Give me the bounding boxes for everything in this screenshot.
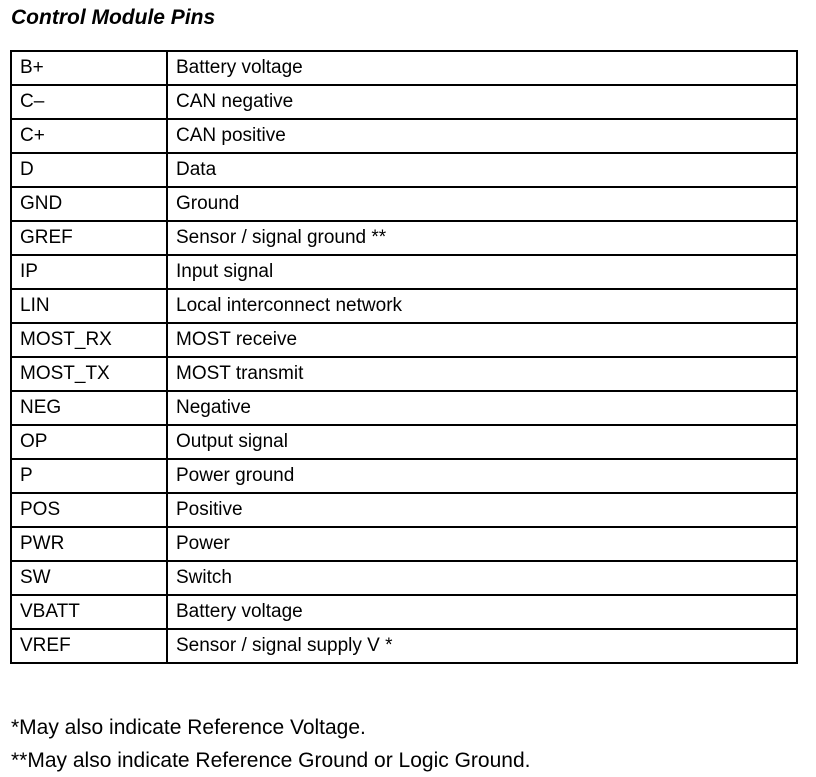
footnotes: [11, 711, 530, 777]
table-row: [11, 51, 797, 85]
pin-description: Switch: [167, 561, 797, 595]
pin-code: IP: [11, 255, 167, 289]
page-title: Control Module Pins: [11, 6, 216, 29]
pin-description: Battery voltage: [167, 51, 797, 85]
pin-code: MOST_RX: [11, 323, 167, 357]
table-row: [11, 289, 797, 323]
table-row: [11, 561, 797, 595]
table-row: [11, 85, 797, 119]
pin-code: GND: [11, 187, 167, 221]
pin-description: MOST receive: [167, 323, 797, 357]
pin-description: Sensor / signal ground **: [167, 221, 797, 255]
pin-description: Negative: [167, 391, 797, 425]
pin-description: Sensor / signal supply V *: [167, 629, 797, 663]
pin-code: C–: [11, 85, 167, 119]
pin-code: SW: [11, 561, 167, 595]
footnote-reference-voltage: *May also indicate Reference Voltage.: [11, 716, 366, 739]
pin-description: Input signal: [167, 255, 797, 289]
table-row: [11, 527, 797, 561]
table-row: [11, 153, 797, 187]
pin-description: CAN positive: [167, 119, 797, 153]
pin-description: CAN negative: [167, 85, 797, 119]
pin-table-body: [11, 51, 797, 663]
pin-description: Battery voltage: [167, 595, 797, 629]
pin-code: D: [11, 153, 167, 187]
pin-description: Power: [167, 527, 797, 561]
pin-table: [10, 50, 798, 664]
pin-code: MOST_TX: [11, 357, 167, 391]
pin-code: GREF: [11, 221, 167, 255]
pin-description: Local interconnect network: [167, 289, 797, 323]
pin-code: OP: [11, 425, 167, 459]
table-row: [11, 357, 797, 391]
table-row: [11, 493, 797, 527]
table-row: [11, 629, 797, 663]
pin-description: Data: [167, 153, 797, 187]
pin-description: Positive: [167, 493, 797, 527]
table-row: [11, 221, 797, 255]
pin-code: C+: [11, 119, 167, 153]
pin-code: PWR: [11, 527, 167, 561]
table-row: [11, 323, 797, 357]
table-row: [11, 425, 797, 459]
table-row: [11, 187, 797, 221]
pin-description: Ground: [167, 187, 797, 221]
pin-code: VBATT: [11, 595, 167, 629]
pin-code: NEG: [11, 391, 167, 425]
table-row: [11, 595, 797, 629]
pin-description: Output signal: [167, 425, 797, 459]
table-row: [11, 119, 797, 153]
footnote-reference-ground: **May also indicate Reference Ground or Logic Ground.: [11, 749, 531, 772]
pin-code: B+: [11, 51, 167, 85]
table-row: [11, 459, 797, 493]
table-row: [11, 391, 797, 425]
table-row: [11, 255, 797, 289]
pin-code: POS: [11, 493, 167, 527]
pin-code: VREF: [11, 629, 167, 663]
pin-description: Power ground: [167, 459, 797, 493]
pin-code: P: [11, 459, 167, 493]
pin-code: LIN: [11, 289, 167, 323]
pin-description: MOST transmit: [167, 357, 797, 391]
